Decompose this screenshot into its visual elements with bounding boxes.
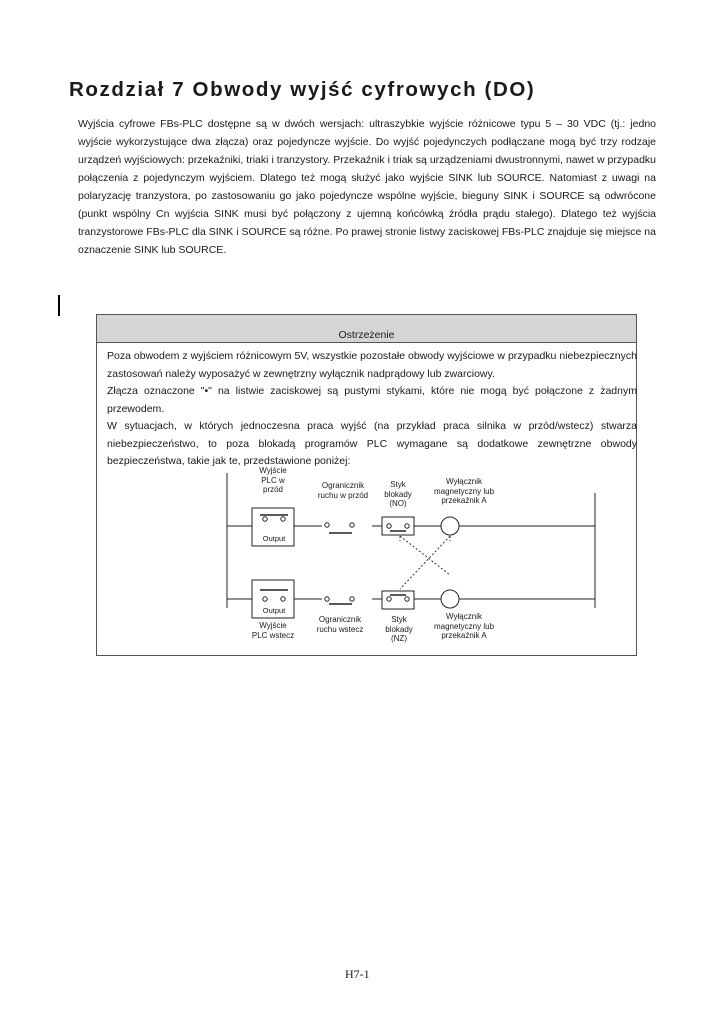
warning-box (96, 314, 637, 656)
top-relay-label (434, 477, 494, 506)
intro-text: Wyjścia cyfrowe FBs-PLC dostępne są w dwóch wersjach: ultraszybkie wyjście różnicowe typu 5 – 30 VDC (tj.: jedno wyjście wykorzystujące dwa złącza) oraz pojedyncze wyjście. Do wyjść pojedynczych podłączane mogą być trzy rodzaje urządzeń wyjściowych: przekaźniki, triaki i tranzystory. Przekaźnik i triak są urządzeniami dwustronnymi, nawet w przypadku połączenia z pojedynczym wyjściem. Dlatego też mogą służyć jako wyjście SINK lub SOURCE. Natomiast z uwagi na polaryzację tranzystora, po zastosowaniu go jako pojedyncze wspólne wyjście, bieguny SINK i SOURCE są odwrócone (punkt wspólny Cn wyjścia SINK musi być połączony z ujemną końcówką źródła prądu stałego). Dlatego też wyjścia tranzystorowe FBs-PLC dla SINK i SOURCE są różne. Po prawej stronie listwy zaciskowej FBs-PLC znajduje się miejsce na oznaczenie SINK lub SOURCE. (78, 118, 656, 256)
top-relay-coil (441, 517, 459, 535)
warning-body (107, 348, 637, 471)
interlock-cross-links (400, 536, 450, 589)
bottom-output-label (252, 621, 294, 640)
label-line: przekaźnik A (441, 631, 487, 640)
label-line: Wyjście (259, 466, 287, 475)
bottom-relay-coil (441, 590, 459, 608)
label-line: PLC w (261, 475, 285, 485)
label-line: (NO) (389, 499, 407, 508)
warning-paragraph-3: W sytuacjach, w których jednoczesna praca wyjść (na przykład praca silnika w przód/wstecz) stwarza niebezpieczeństwo, to poza blokadą programów PLC wymagane są dodatkowe zewnętrzne obwody bezpieczeństwa, takie jak te, przedstawione poniżej: (107, 420, 637, 467)
revision-bar (58, 295, 60, 316)
top-output-box-label: Output (262, 534, 286, 543)
top-contact-label (384, 480, 412, 509)
bottom-limit-label (317, 615, 364, 634)
warning-paragraph-2: Złącza oznaczone "•" na listwie zaciskowej są pustymi stykami, które nie mogą być połączone z żadnym przewodem. (107, 385, 637, 415)
top-limit-label (318, 481, 368, 500)
label-line: Wyłącznik (446, 477, 482, 486)
intro-paragraph (78, 115, 656, 259)
label-line: przekaźnik A (441, 496, 487, 505)
label-line: blokady (385, 624, 413, 634)
top-limit-switch (322, 523, 372, 533)
top-output-label (259, 466, 286, 495)
label-line: Styk (390, 480, 406, 489)
label-line: magnetyczny lub (433, 621, 495, 631)
label-line: ruchu w przód (317, 490, 369, 500)
warning-header: Ostrzeżenie (97, 315, 636, 343)
label-line: Styk (391, 615, 407, 624)
interlock-circuit-diagram (197, 463, 627, 643)
label-line: magnetyczny lub (433, 486, 495, 496)
label-line: Ogranicznik (318, 615, 362, 624)
page-title: Rozdział 7 Obwody wyjść cyfrowych (DO) (69, 78, 536, 101)
label-line: PLC wstecz (251, 630, 295, 640)
bottom-interlock-contact (382, 591, 414, 609)
top-interlock-contact (382, 517, 414, 535)
bottom-output-box-label: Output (262, 606, 286, 615)
page-number: H7-1 (345, 967, 370, 981)
label-line: blokady (384, 489, 412, 499)
bottom-limit-switch (322, 597, 372, 604)
label-line: Wyłącznik (446, 612, 482, 621)
label-line: ruchu wstecz (316, 624, 364, 634)
bottom-relay-label (434, 612, 494, 641)
warning-paragraph-1: Poza obwodem z wyjściem różnicowym 5V, wszystkie pozostałe obwody wyjściowe w przypadku niebezpiecznych zastosowań należy wyposażyć w zewnętrzny wyłącznik nadprądowy lub zwarciowy. (107, 350, 637, 380)
bottom-contact-label (385, 615, 413, 644)
label-line: przód (262, 485, 284, 494)
label-line: Ogranicznik (321, 481, 365, 490)
label-line: (NZ) (390, 634, 407, 643)
label-line: Wyjście (259, 621, 287, 630)
